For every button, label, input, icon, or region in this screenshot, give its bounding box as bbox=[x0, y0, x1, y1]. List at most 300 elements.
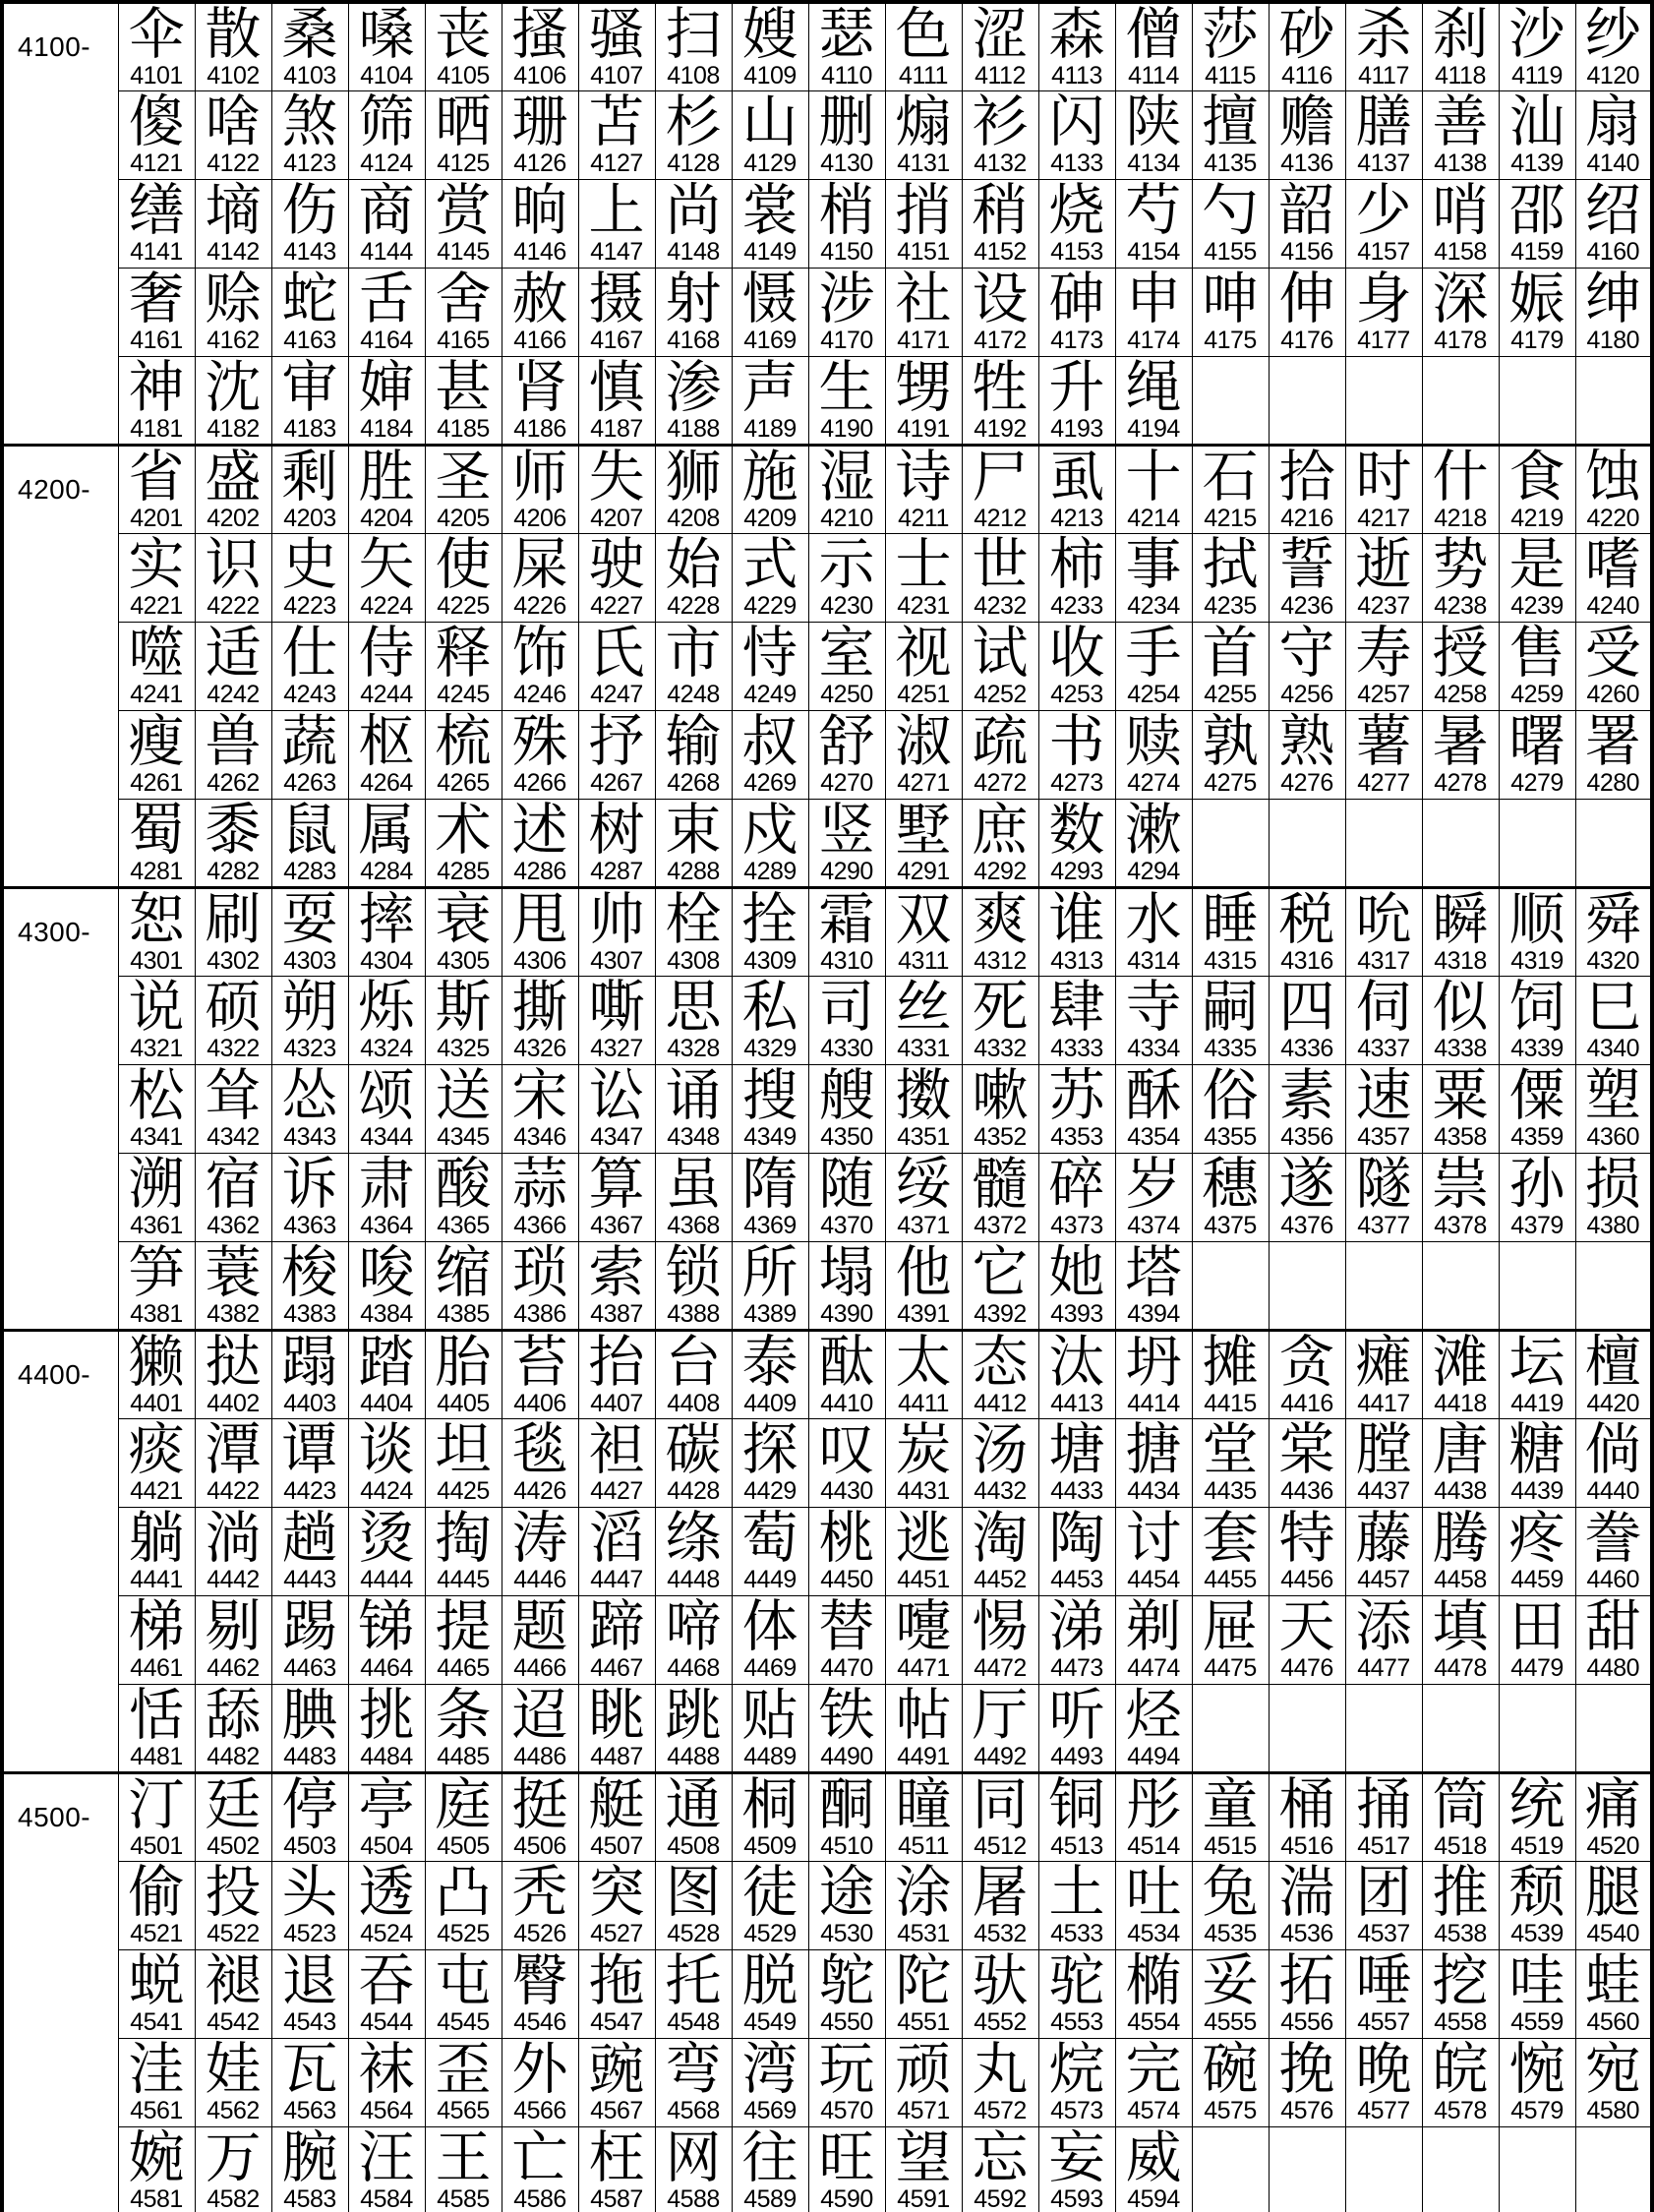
char-cell bbox=[271, 269, 348, 357]
cell-code: 4283 bbox=[283, 858, 336, 885]
cell-code: 4244 bbox=[360, 681, 413, 708]
character-glyph: 沈 bbox=[205, 356, 262, 419]
character-glyph: 栓 bbox=[665, 888, 722, 951]
cell-code: 4274 bbox=[1127, 769, 1180, 797]
cell-code: 4172 bbox=[974, 327, 1027, 354]
cell-code: 4539 bbox=[1510, 1920, 1564, 1947]
char-cell bbox=[655, 711, 732, 800]
cell-code: 4216 bbox=[1280, 505, 1333, 532]
char-cell bbox=[425, 2127, 502, 2212]
cell-code: 4450 bbox=[820, 1566, 873, 1593]
char-cell bbox=[578, 800, 655, 888]
character-glyph: 团 bbox=[1355, 1861, 1412, 1924]
char-cell bbox=[118, 888, 195, 977]
character-glyph: 淌 bbox=[205, 1507, 262, 1570]
cell-code: 4405 bbox=[437, 1390, 490, 1417]
cell-code: 4326 bbox=[513, 1035, 566, 1062]
cell-code: 4188 bbox=[667, 415, 720, 443]
char-cell-box bbox=[502, 1774, 578, 1861]
char-cell bbox=[1575, 269, 1652, 357]
character-glyph: 屉 bbox=[1202, 1595, 1259, 1658]
char-cell bbox=[1422, 711, 1499, 800]
char-cell-box bbox=[1423, 889, 1499, 976]
char-cell-box bbox=[656, 1065, 732, 1152]
char-cell bbox=[348, 888, 425, 977]
character-glyph: 示 bbox=[818, 533, 875, 596]
char-cell-box bbox=[1423, 1508, 1499, 1594]
character-glyph: 条 bbox=[435, 1684, 492, 1747]
char-cell bbox=[271, 180, 348, 269]
char-cell bbox=[655, 2127, 732, 2212]
character-glyph: 驼 bbox=[1048, 1949, 1105, 2012]
char-cell bbox=[732, 800, 808, 888]
char-cell bbox=[732, 357, 808, 446]
cell-code: 4588 bbox=[667, 2185, 720, 2212]
cell-code: 4403 bbox=[283, 1390, 336, 1417]
char-cell bbox=[1499, 1419, 1575, 1508]
char-cell-box bbox=[963, 180, 1038, 267]
empty-cell bbox=[1345, 357, 1422, 446]
char-cell-box bbox=[733, 1419, 808, 1506]
character-glyph: 梭 bbox=[281, 1241, 338, 1304]
cell-code: 4292 bbox=[974, 858, 1027, 885]
cell-code: 4367 bbox=[590, 1212, 643, 1239]
block-label: 4400- bbox=[18, 1359, 91, 1390]
char-cell-box bbox=[119, 447, 195, 533]
empty-cell-box bbox=[1423, 1242, 1499, 1329]
char-cell-box bbox=[502, 1685, 578, 1771]
character-glyph: 搪 bbox=[1125, 1418, 1182, 1481]
cell-code: 4515 bbox=[1204, 1832, 1257, 1860]
char-cell bbox=[118, 800, 195, 888]
cell-code: 4488 bbox=[667, 1743, 720, 1770]
char-cell-box bbox=[963, 91, 1038, 178]
character-glyph: 哇 bbox=[1508, 1949, 1565, 2012]
cell-code: 4154 bbox=[1127, 238, 1180, 266]
cell-code: 4102 bbox=[207, 62, 260, 90]
character-glyph: 绥 bbox=[895, 1153, 952, 1216]
character-glyph: 丝 bbox=[895, 976, 952, 1039]
char-cell bbox=[578, 711, 655, 800]
character-glyph: 拴 bbox=[741, 888, 798, 951]
char-cell bbox=[348, 534, 425, 623]
cell-code: 4293 bbox=[1050, 858, 1103, 885]
cell-code: 4382 bbox=[207, 1300, 260, 1328]
cell-code: 4442 bbox=[207, 1566, 260, 1593]
cell-code: 4271 bbox=[897, 769, 950, 797]
char-cell bbox=[1422, 2, 1499, 91]
char-cell bbox=[195, 1242, 271, 1331]
cell-code: 4208 bbox=[667, 505, 720, 532]
char-cell-box bbox=[1116, 1419, 1192, 1506]
char-cell bbox=[1269, 1773, 1345, 1862]
cell-code: 4436 bbox=[1280, 1477, 1333, 1505]
char-cell bbox=[1345, 1862, 1422, 1950]
char-cell bbox=[502, 711, 578, 800]
cell-code: 4288 bbox=[667, 858, 720, 885]
char-cell bbox=[271, 1685, 348, 1773]
cell-code: 4550 bbox=[820, 2008, 873, 2036]
cell-code: 4267 bbox=[590, 769, 643, 797]
char-cell-box bbox=[272, 1154, 348, 1240]
cell-code: 4527 bbox=[590, 1920, 643, 1947]
char-cell bbox=[962, 800, 1038, 888]
cell-code: 4212 bbox=[974, 505, 1027, 532]
char-cell-box bbox=[196, 1419, 271, 1506]
char-cell bbox=[885, 1685, 962, 1773]
char-cell bbox=[578, 2127, 655, 2212]
empty-cell bbox=[1575, 357, 1652, 446]
cell-code: 4177 bbox=[1357, 327, 1410, 354]
char-cell bbox=[348, 1242, 425, 1331]
cell-code: 4178 bbox=[1434, 327, 1487, 354]
cell-code: 4451 bbox=[897, 1566, 950, 1593]
cell-code: 4511 bbox=[898, 1832, 949, 1860]
char-cell-box bbox=[656, 1950, 732, 2037]
cell-code: 4534 bbox=[1127, 1920, 1180, 1947]
char-cell bbox=[502, 2127, 578, 2212]
char-cell-box bbox=[349, 1419, 425, 1506]
char-cell bbox=[962, 1154, 1038, 1242]
char-cell-box bbox=[809, 180, 885, 267]
char-cell bbox=[271, 91, 348, 180]
character-glyph: 塔 bbox=[1125, 1241, 1182, 1304]
cell-code: 4128 bbox=[667, 149, 720, 177]
char-cell-box bbox=[1423, 623, 1499, 709]
character-glyph: 亡 bbox=[511, 2126, 568, 2189]
cell-code: 4224 bbox=[360, 592, 413, 620]
char-cell bbox=[502, 1154, 578, 1242]
char-cell bbox=[1345, 1950, 1422, 2039]
char-cell bbox=[1192, 1331, 1269, 1419]
character-glyph: 稍 bbox=[972, 179, 1029, 242]
cell-code: 4252 bbox=[974, 681, 1027, 708]
empty-cell bbox=[1192, 2127, 1269, 2212]
char-cell-box bbox=[886, 4, 962, 90]
character-glyph: 往 bbox=[741, 2126, 798, 2189]
char-cell-box bbox=[579, 1950, 655, 2037]
char-cell bbox=[502, 623, 578, 711]
table-row bbox=[2, 1508, 1652, 1596]
char-cell bbox=[271, 800, 348, 888]
table-row bbox=[2, 269, 1652, 357]
cell-code: 4336 bbox=[1280, 1035, 1333, 1062]
char-cell bbox=[808, 2127, 885, 2212]
cell-code: 4250 bbox=[820, 681, 873, 708]
cell-code: 4139 bbox=[1510, 149, 1564, 177]
cell-code: 4329 bbox=[743, 1035, 797, 1062]
char-cell bbox=[195, 623, 271, 711]
character-glyph: 收 bbox=[1048, 622, 1105, 685]
char-cell-box bbox=[426, 1065, 502, 1152]
char-cell bbox=[1192, 1596, 1269, 1685]
char-cell-box bbox=[1500, 1065, 1575, 1152]
char-cell-box bbox=[1193, 1596, 1269, 1683]
character-glyph: 烃 bbox=[1125, 1684, 1182, 1747]
character-glyph: 十 bbox=[1125, 446, 1182, 508]
char-cell-box bbox=[1270, 1154, 1345, 1240]
cell-code: 4347 bbox=[590, 1123, 643, 1151]
cell-code: 4342 bbox=[207, 1123, 260, 1151]
cell-code: 4521 bbox=[130, 1920, 183, 1947]
char-cell-box bbox=[1576, 623, 1651, 709]
character-glyph: 少 bbox=[1355, 179, 1412, 242]
character-glyph: 坦 bbox=[435, 1418, 492, 1481]
char-cell bbox=[1575, 888, 1652, 977]
cell-code: 4590 bbox=[820, 2185, 873, 2212]
cell-code: 4107 bbox=[590, 62, 643, 90]
cell-code: 4520 bbox=[1586, 1832, 1640, 1860]
char-cell bbox=[655, 534, 732, 623]
cell-code: 4269 bbox=[743, 769, 797, 797]
empty-cell bbox=[1422, 357, 1499, 446]
char-cell bbox=[1115, 357, 1192, 446]
char-cell bbox=[1499, 977, 1575, 1065]
character-glyph: 束 bbox=[665, 799, 722, 862]
cell-code: 4524 bbox=[360, 1920, 413, 1947]
char-cell-box bbox=[886, 623, 962, 709]
cell-code: 4530 bbox=[820, 1920, 873, 1947]
character-glyph: 省 bbox=[128, 446, 185, 508]
char-cell-box bbox=[1039, 623, 1115, 709]
empty-cell bbox=[1269, 800, 1345, 888]
char-cell bbox=[1269, 1065, 1345, 1154]
char-cell bbox=[195, 2127, 271, 2212]
character-glyph: 山 bbox=[741, 90, 798, 153]
cell-code: 4214 bbox=[1127, 505, 1180, 532]
char-cell-box bbox=[1576, 1596, 1651, 1683]
char-cell-box bbox=[119, 2039, 195, 2125]
empty-cell-box bbox=[1500, 357, 1575, 444]
char-cell-box bbox=[733, 800, 808, 886]
cell-code: 4575 bbox=[1204, 2097, 1257, 2124]
char-cell-box bbox=[886, 1774, 962, 1861]
char-cell-box bbox=[1116, 977, 1192, 1063]
character-glyph: 亭 bbox=[358, 1773, 415, 1836]
char-cell bbox=[271, 1065, 348, 1154]
character-glyph: 始 bbox=[665, 533, 722, 596]
character-glyph: 塘 bbox=[1048, 1418, 1105, 1481]
char-cell bbox=[1422, 1154, 1499, 1242]
char-cell bbox=[1115, 1065, 1192, 1154]
char-cell bbox=[1345, 446, 1422, 534]
cell-code: 4304 bbox=[360, 947, 413, 975]
cell-code: 4482 bbox=[207, 1743, 260, 1770]
cell-code: 4320 bbox=[1586, 947, 1640, 975]
empty-cell bbox=[1269, 2127, 1345, 2212]
char-cell-box bbox=[579, 1332, 655, 1418]
character-glyph: 牲 bbox=[972, 356, 1029, 419]
char-cell bbox=[962, 1950, 1038, 2039]
char-cell-box bbox=[1500, 623, 1575, 709]
character-glyph: 淑 bbox=[895, 710, 952, 773]
cell-code: 4487 bbox=[590, 1743, 643, 1770]
cell-code: 4155 bbox=[1204, 238, 1257, 266]
cell-code: 4325 bbox=[437, 1035, 490, 1062]
char-cell-box bbox=[963, 4, 1038, 90]
character-glyph: 同 bbox=[972, 1773, 1029, 1836]
char-cell bbox=[118, 2039, 195, 2127]
cell-code: 4159 bbox=[1510, 238, 1564, 266]
character-glyph: 蜕 bbox=[128, 1949, 185, 2012]
character-glyph: 枢 bbox=[358, 710, 415, 773]
cell-code: 4485 bbox=[437, 1743, 490, 1770]
empty-cell bbox=[1345, 1242, 1422, 1331]
cell-code: 4576 bbox=[1280, 2097, 1333, 2124]
cell-code: 4440 bbox=[1586, 1477, 1640, 1505]
character-glyph: 事 bbox=[1125, 533, 1182, 596]
character-glyph: 啼 bbox=[665, 1595, 722, 1658]
cell-code: 4346 bbox=[513, 1123, 566, 1151]
character-glyph: 霜 bbox=[818, 888, 875, 951]
character-glyph: 胎 bbox=[435, 1331, 492, 1394]
char-cell bbox=[502, 1331, 578, 1419]
char-cell bbox=[1038, 180, 1115, 269]
char-cell-box bbox=[272, 800, 348, 886]
empty-cell bbox=[1499, 357, 1575, 446]
char-cell bbox=[118, 1331, 195, 1419]
char-cell-box bbox=[809, 1065, 885, 1152]
character-glyph: 砷 bbox=[1048, 268, 1105, 330]
character-glyph: 惕 bbox=[972, 1595, 1029, 1658]
char-cell bbox=[1575, 711, 1652, 800]
char-cell-box bbox=[1423, 1332, 1499, 1418]
char-cell bbox=[502, 1065, 578, 1154]
char-cell bbox=[1499, 1596, 1575, 1685]
char-cell bbox=[885, 2039, 962, 2127]
char-cell bbox=[502, 357, 578, 446]
char-cell-box bbox=[1270, 1508, 1345, 1594]
char-cell-box bbox=[1346, 447, 1422, 533]
char-cell bbox=[118, 977, 195, 1065]
char-cell-box bbox=[886, 1242, 962, 1329]
char-cell-box bbox=[349, 1862, 425, 1948]
char-cell-box bbox=[1423, 447, 1499, 533]
char-cell-box bbox=[1270, 2039, 1345, 2125]
char-cell-box bbox=[1576, 889, 1651, 976]
char-cell-box bbox=[502, 1242, 578, 1329]
character-glyph: 棠 bbox=[1278, 1418, 1335, 1481]
char-cell bbox=[885, 800, 962, 888]
char-cell-box bbox=[1500, 1596, 1575, 1683]
table-row bbox=[2, 1242, 1652, 1331]
char-cell bbox=[962, 711, 1038, 800]
char-cell-box bbox=[119, 91, 195, 178]
char-cell-box bbox=[1346, 1862, 1422, 1948]
char-cell-box bbox=[809, 1332, 885, 1418]
char-cell-box bbox=[502, 2039, 578, 2125]
char-cell-box bbox=[1423, 711, 1499, 798]
char-cell bbox=[1192, 888, 1269, 977]
char-cell-box bbox=[196, 711, 271, 798]
char-cell-box bbox=[1193, 4, 1269, 90]
cell-code: 4577 bbox=[1357, 2097, 1410, 2124]
character-glyph: 嗜 bbox=[1584, 533, 1641, 596]
char-cell-box bbox=[1500, 2039, 1575, 2125]
cell-code: 4475 bbox=[1204, 1654, 1257, 1682]
char-cell-box bbox=[809, 269, 885, 355]
char-cell-box bbox=[1346, 4, 1422, 90]
character-glyph: 隋 bbox=[741, 1153, 798, 1216]
char-cell bbox=[502, 534, 578, 623]
cell-code: 4148 bbox=[667, 238, 720, 266]
char-cell-box bbox=[196, 1242, 271, 1329]
char-cell-box bbox=[1039, 1596, 1115, 1683]
cell-code: 4272 bbox=[974, 769, 1027, 797]
character-glyph: 娠 bbox=[1508, 268, 1565, 330]
cell-code: 4217 bbox=[1357, 505, 1410, 532]
table-body bbox=[2, 2, 1652, 2212]
character-glyph: 倘 bbox=[1584, 1418, 1641, 1481]
cell-code: 4322 bbox=[207, 1035, 260, 1062]
char-cell-box bbox=[963, 447, 1038, 533]
char-cell-box bbox=[349, 1950, 425, 2037]
char-cell-box bbox=[579, 1685, 655, 1771]
char-cell bbox=[885, 2, 962, 91]
cell-code: 4338 bbox=[1434, 1035, 1487, 1062]
cell-code: 4411 bbox=[898, 1390, 949, 1417]
character-glyph: 怂 bbox=[281, 1064, 338, 1127]
char-cell bbox=[425, 1331, 502, 1419]
cell-code: 4518 bbox=[1434, 1832, 1487, 1860]
char-cell bbox=[118, 1685, 195, 1773]
character-glyph: 扫 bbox=[665, 3, 722, 66]
char-cell bbox=[195, 1331, 271, 1419]
character-glyph: 赏 bbox=[435, 179, 492, 242]
char-cell-box bbox=[1346, 1332, 1422, 1418]
char-cell-box bbox=[809, 1419, 885, 1506]
char-cell bbox=[808, 1685, 885, 1773]
char-cell bbox=[502, 977, 578, 1065]
char-cell-box bbox=[1423, 4, 1499, 90]
char-cell-box bbox=[349, 357, 425, 444]
cell-code: 4573 bbox=[1050, 2097, 1103, 2124]
character-glyph: 汰 bbox=[1048, 1331, 1105, 1394]
char-cell-box bbox=[1193, 1332, 1269, 1418]
character-glyph: 慑 bbox=[741, 268, 798, 330]
char-cell-box bbox=[886, 1950, 962, 2037]
cell-code: 4229 bbox=[743, 592, 797, 620]
char-cell bbox=[885, 623, 962, 711]
character-glyph: 书 bbox=[1048, 710, 1105, 773]
char-cell-box bbox=[349, 2039, 425, 2125]
cell-code: 4173 bbox=[1050, 327, 1103, 354]
char-cell bbox=[655, 977, 732, 1065]
character-glyph: 莎 bbox=[1202, 3, 1259, 66]
char-cell-box bbox=[1500, 1419, 1575, 1506]
cell-code: 4306 bbox=[513, 947, 566, 975]
cell-code: 4215 bbox=[1204, 505, 1257, 532]
character-glyph: 恃 bbox=[741, 622, 798, 685]
cell-code: 4402 bbox=[207, 1390, 260, 1417]
cell-code: 4220 bbox=[1586, 505, 1640, 532]
character-glyph: 塌 bbox=[818, 1241, 875, 1304]
char-cell bbox=[655, 888, 732, 977]
character-glyph: 叹 bbox=[818, 1418, 875, 1481]
char-cell-box bbox=[733, 269, 808, 355]
character-glyph: 属 bbox=[358, 799, 415, 862]
char-cell-box bbox=[579, 1862, 655, 1948]
char-cell bbox=[885, 1773, 962, 1862]
cell-code: 4594 bbox=[1127, 2185, 1180, 2212]
character-glyph: 望 bbox=[895, 2126, 952, 2189]
char-cell bbox=[655, 446, 732, 534]
empty-cell bbox=[1575, 1685, 1652, 1773]
char-cell bbox=[1192, 2, 1269, 91]
cell-code: 4278 bbox=[1434, 769, 1487, 797]
cell-code: 4248 bbox=[667, 681, 720, 708]
char-cell bbox=[1345, 1154, 1422, 1242]
